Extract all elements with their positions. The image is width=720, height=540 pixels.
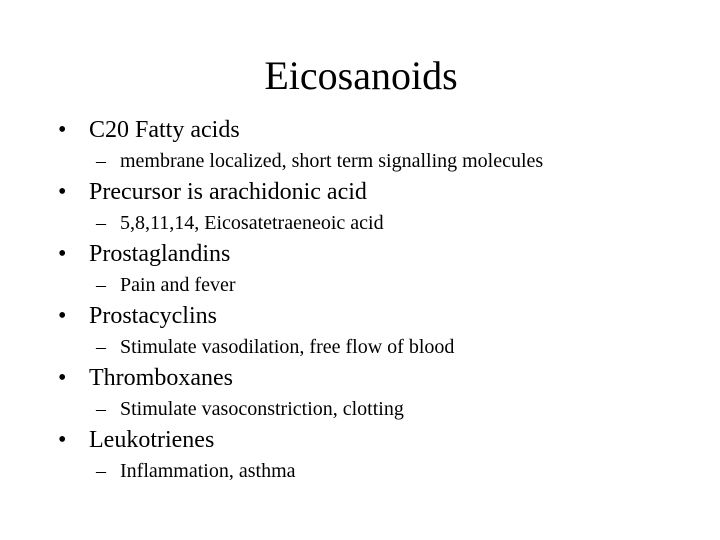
bullet-icon: •: [58, 179, 67, 205]
dash-icon: –: [96, 460, 106, 482]
bullet-icon: •: [58, 117, 67, 143]
bullet-point: [58, 361, 708, 395]
bullet-text: Thromboxanes: [89, 365, 233, 391]
bullet-icon: •: [58, 365, 67, 391]
sub-text: Stimulate vasodilation, free flow of blood: [120, 336, 455, 358]
sub-text: Pain and fever: [120, 274, 236, 296]
dash-icon: –: [96, 398, 106, 420]
list-item: [58, 361, 708, 423]
bullet-point: [58, 423, 708, 457]
list-item: [58, 237, 708, 299]
list-item: [58, 175, 708, 237]
bullet-point: [58, 113, 708, 147]
bullet-text: C20 Fatty acids: [89, 117, 240, 143]
sub-point: [58, 395, 708, 423]
bullet-text: Prostacyclins: [89, 303, 217, 329]
sub-point: [58, 333, 708, 361]
bullet-point: [58, 237, 708, 271]
list-item: [58, 299, 708, 361]
sub-point: [58, 147, 708, 175]
sub-point: [58, 457, 708, 485]
bullet-icon: •: [58, 241, 67, 267]
bullet-text: Leukotrienes: [89, 427, 215, 453]
sub-point: [58, 209, 708, 237]
bullet-icon: •: [58, 427, 67, 453]
bullet-icon: •: [58, 303, 67, 329]
dash-icon: –: [96, 336, 106, 358]
bullet-point: [58, 299, 708, 333]
sub-text: Stimulate vasoconstriction, clotting: [120, 398, 404, 420]
list-item: [58, 423, 708, 485]
sub-point: [58, 271, 708, 299]
sub-text: membrane localized, short term signalling molecules: [120, 150, 544, 172]
slide-title: Eicosanoids: [264, 53, 458, 98]
dash-icon: –: [96, 150, 106, 172]
dash-icon: –: [96, 274, 106, 296]
dash-icon: –: [96, 212, 106, 234]
sub-text: Inflammation, asthma: [120, 460, 296, 482]
sub-text: 5,8,11,14, Eicosatetraeneoic acid: [120, 212, 384, 234]
bullet-point: [58, 175, 708, 209]
list-item: [58, 113, 708, 175]
bullet-text: Precursor is arachidonic acid: [89, 179, 367, 205]
bullet-list: [58, 113, 708, 485]
bullet-text: Prostaglandins: [89, 241, 231, 267]
